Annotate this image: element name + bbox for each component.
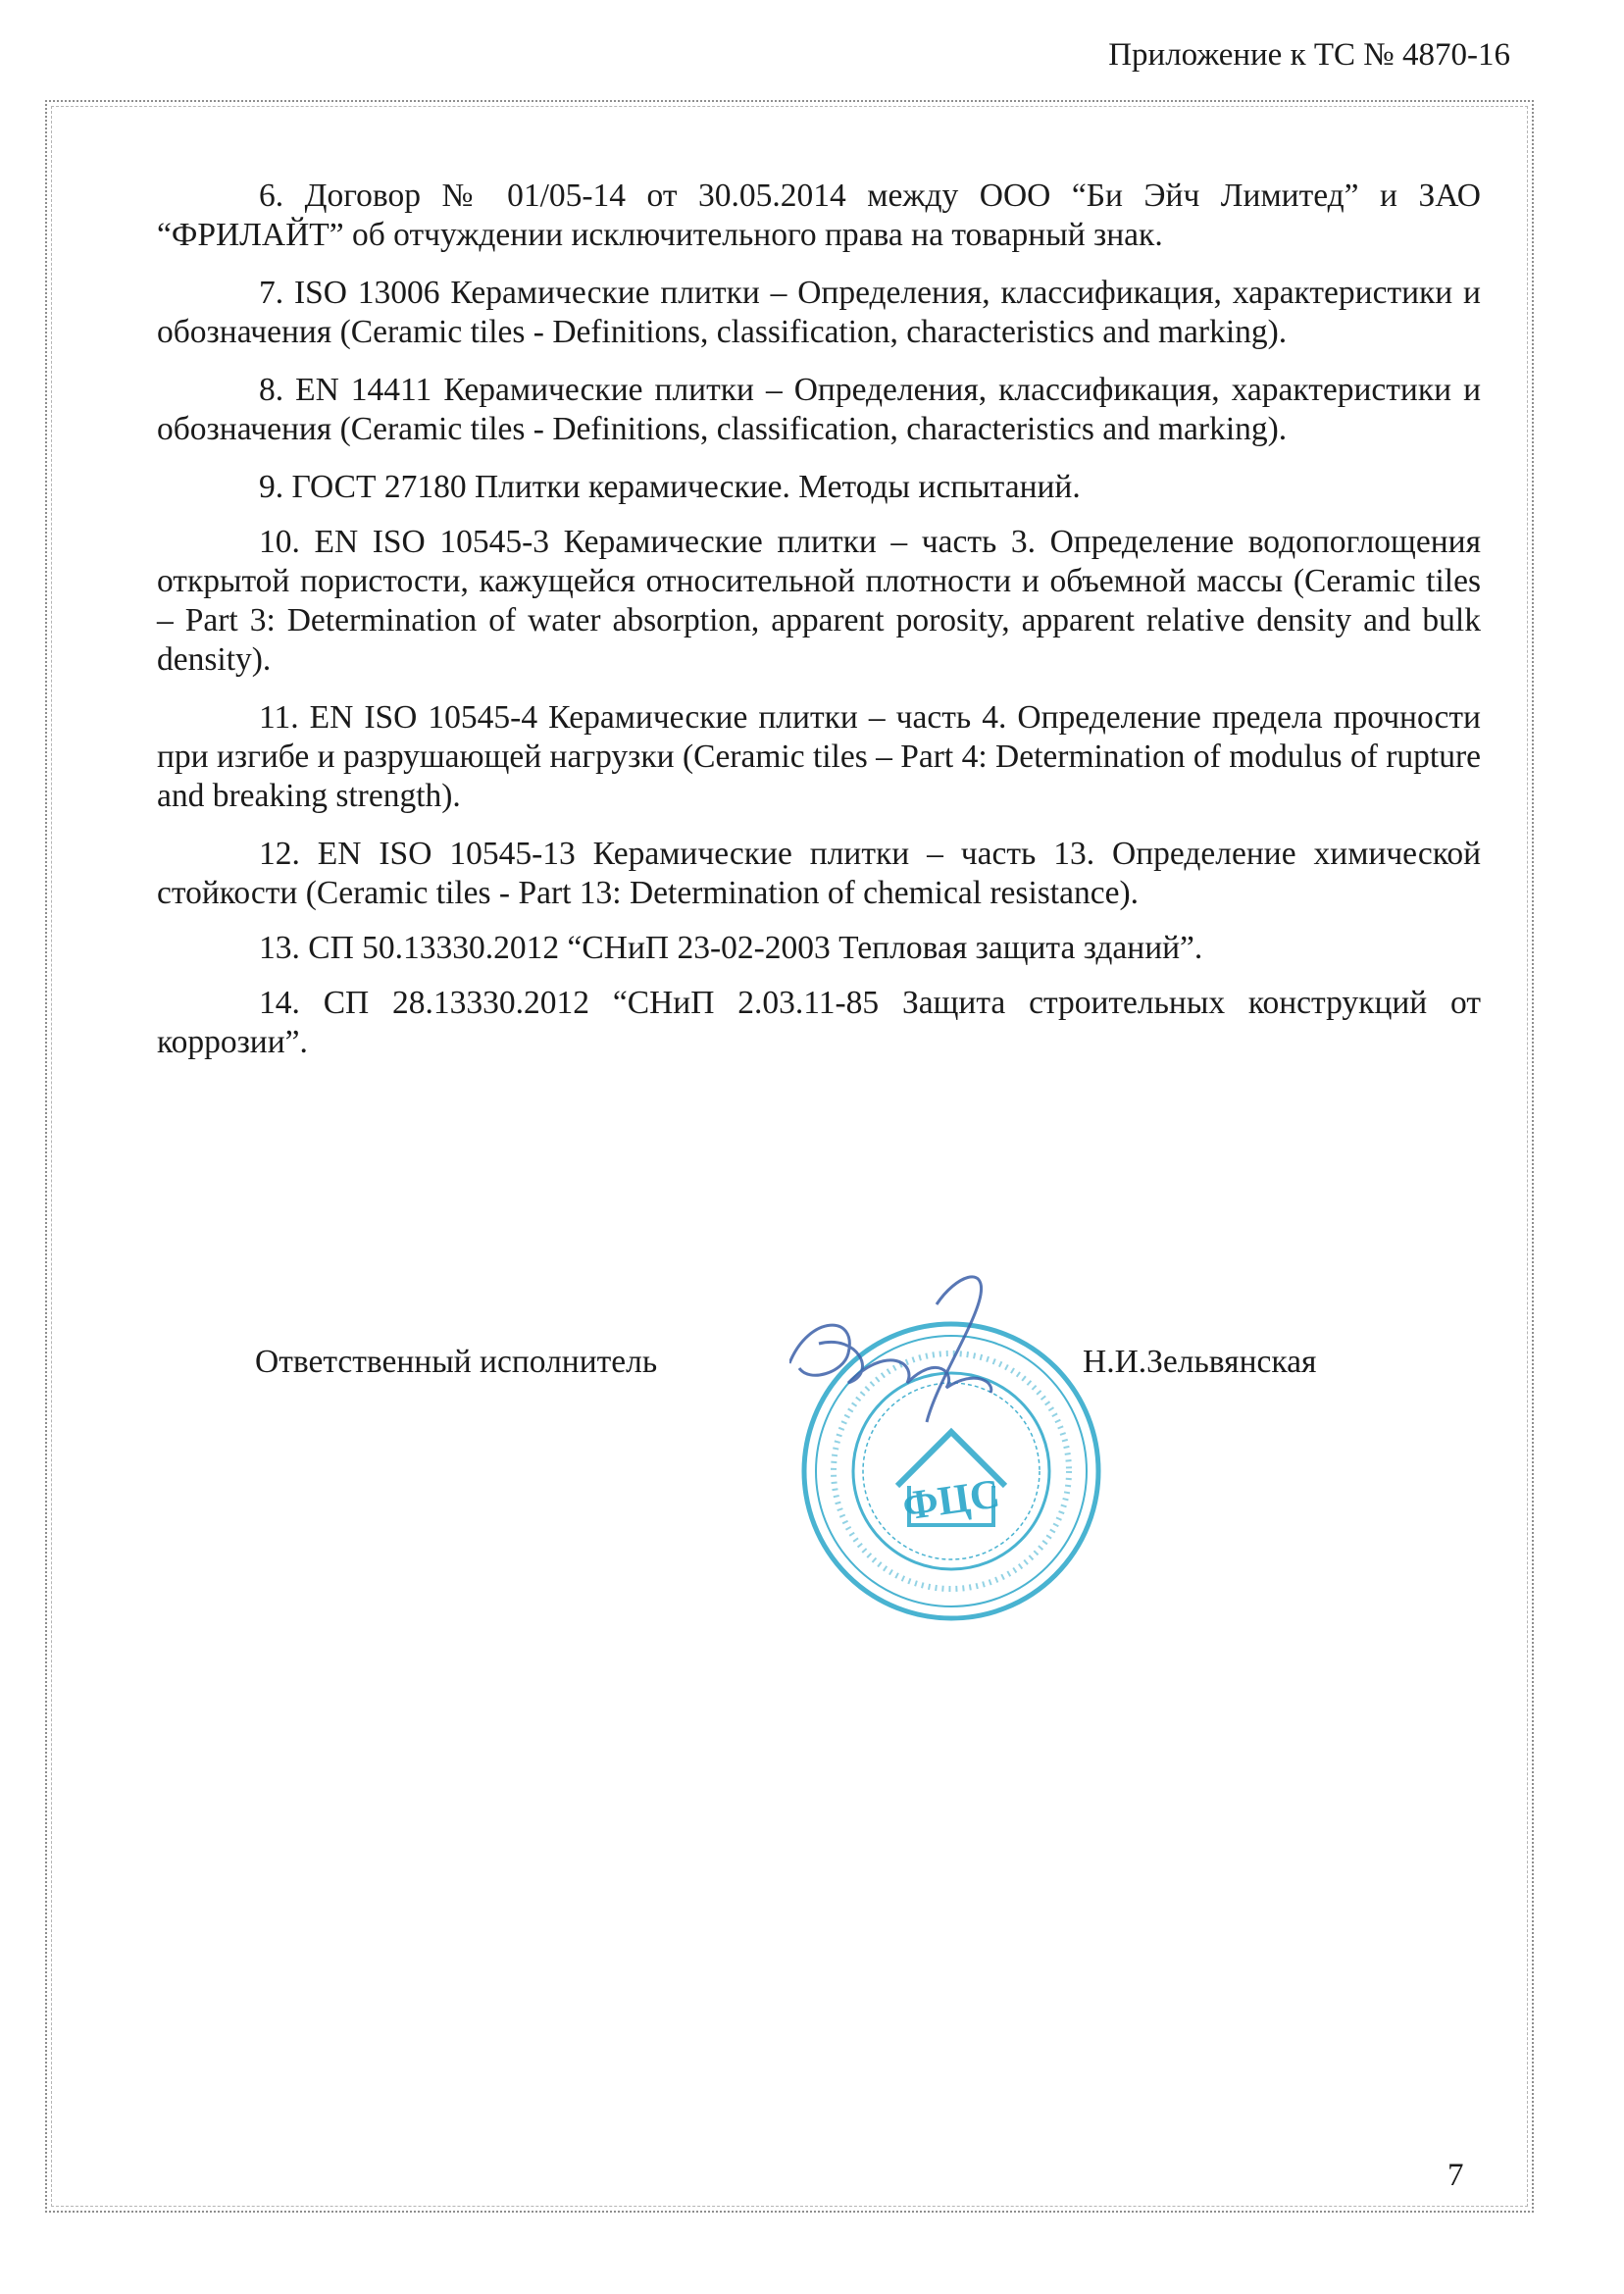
list-item: 6. Договор № 01/05-14 от 30.05.2014 между ООО “Би Эйч Лимитед” и ЗАО “ФРИЛАЙТ” об отчуждении исключительного права на товарный знак.: [157, 178, 1481, 253]
list-item: 8. EN 14411 Керамические плитки – Определения, классификация, характеристики и обозначения (Ceramic tiles - Definitions, classification, characteristics and marking).: [157, 372, 1481, 447]
page-header: Приложение к ТС № 4870-16: [1108, 37, 1510, 73]
list-item: 11. EN ISO 10545-4 Керамические плитки – часть 4. Определение предела прочности при изгибе и разрушающей нагрузки (Ceramic tiles – Part 4: Determination of modulus of rupture and breaking strength).: [157, 699, 1481, 814]
reference-list: [157, 177, 1481, 1081]
list-item: 13. СП 50.13330.2012 “СНиП 23-02-2003 Тепловая защита зданий”.: [259, 930, 1203, 966]
list-item: 7. ISO 13006 Керамические плитки – Определения, классификация, характеристики и обозначения (Ceramic tiles - Definitions, classification, characteristics and marking).: [157, 275, 1481, 350]
signatory-role: Ответственный исполнитель: [255, 1344, 658, 1380]
list-item: 14. СП 28.13330.2012 “СНиП 2.03.11-85 Защита строительных конструкций от коррозии”.: [157, 985, 1481, 1060]
list-item: 10. EN ISO 10545-3 Керамические плитки – часть 3. Определение водопоглощения открытой пористости, кажущейся относительной плотности и объемной массы (Ceramic tiles – Part 3: Determination of water absorption, apparent porosity, apparent relative density and bulk density).: [157, 524, 1481, 678]
page-number: 7: [1447, 2158, 1464, 2193]
list-item: 12. EN ISO 10545-13 Керамические плитки – часть 13. Определение химической стойкости (Ceramic tiles - Part 13: Determination of chemical resistance).: [157, 836, 1481, 911]
stamp-center-text: ФЦС: [899, 1471, 1003, 1530]
list-item: 9. ГОСТ 27180 Плитки керамические. Методы испытаний.: [259, 469, 1081, 505]
signatory-name: Н.И.Зельвянская: [1083, 1344, 1317, 1380]
official-stamp: [789, 1275, 1113, 1628]
